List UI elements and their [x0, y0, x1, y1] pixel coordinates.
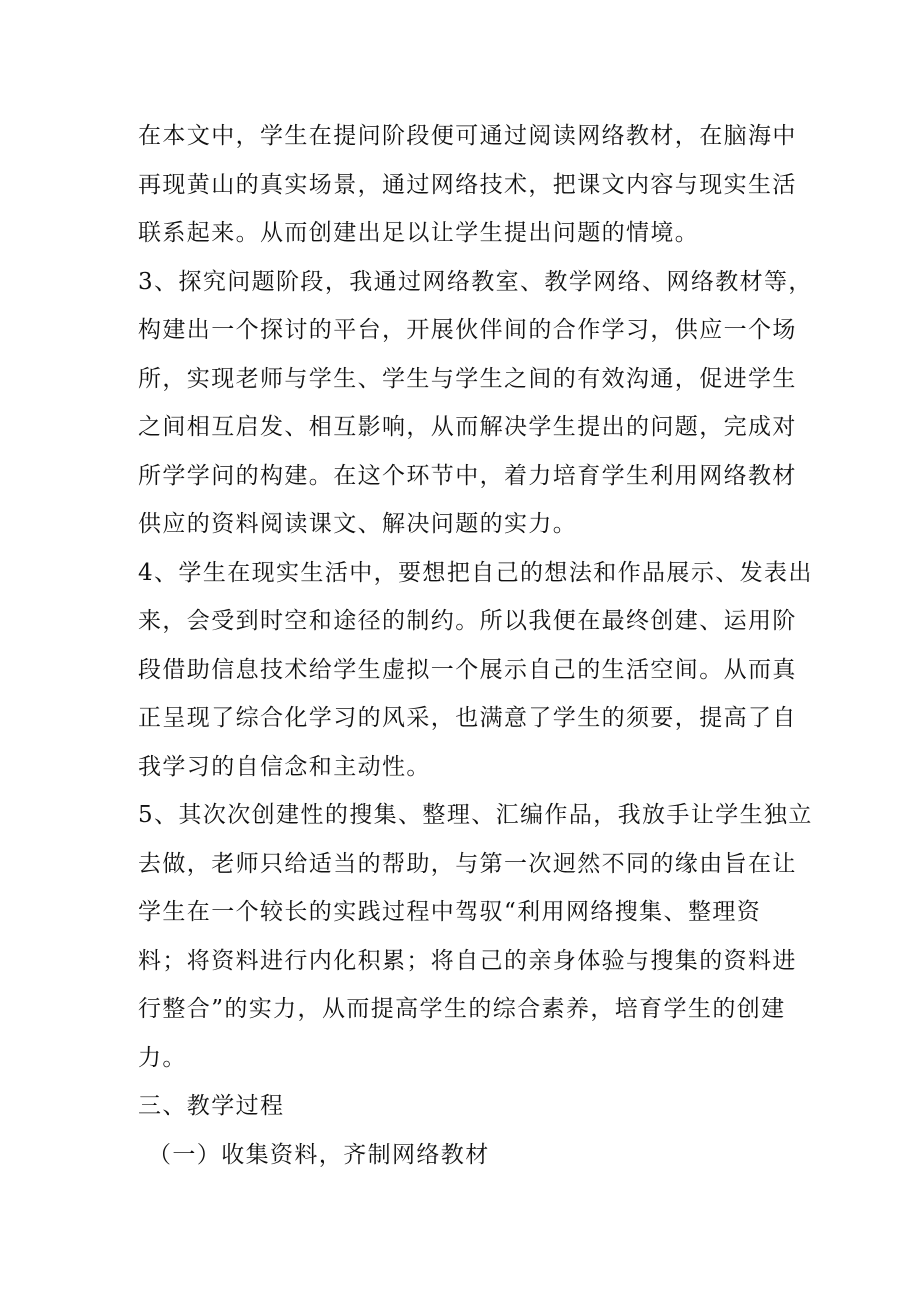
- text-line: 在本文中，学生在提问阶段便可通过阅读网络教材，在脑海中: [138, 123, 797, 149]
- text-line: 4、学生在现实生活中，要想把自己的想法和作品展示、发表出: [138, 559, 813, 586]
- text-line: 正呈现了综合化学习的风采，也满意了学生的须要，提高了自: [138, 705, 797, 731]
- paragraph-item-5: [138, 791, 813, 1082]
- text-line: 构建出一个探讨的平台，开展伙伴间的合作学习，供应一个场: [138, 317, 797, 343]
- text-line: 我学习的自信念和主动性。: [138, 753, 431, 780]
- text-line: 再现黄山的真实场景，通过网络技术，把课文内容与现实生活: [138, 171, 797, 198]
- paragraph-intro-continued: [138, 112, 797, 258]
- text-line: 3、探究问题阶段，我通过网络教室、教学网络、网络教材等，: [138, 268, 813, 295]
- text-line: 料；将资料进行内化积累；将自己的亲身体验与搜集的资料进: [138, 947, 797, 974]
- sub-heading: （一）收集资料，齐制网络教材: [148, 1141, 490, 1168]
- text-line: 所，实现老师与学生、学生与学生之间的有效沟通，促进学生: [138, 365, 797, 392]
- text-line: 之间相互启发、相互影响，从而解决学生提出的问题，完成对: [138, 414, 797, 440]
- section-heading: 三、教学过程: [138, 1093, 285, 1119]
- text-line: 供应的资料阅读课文、解决问题的实力。: [138, 511, 578, 537]
- paragraph-item-4: [138, 549, 813, 792]
- text-line: 学生在一个较长的实践过程中驾驭“利用网络搜集、整理资: [138, 899, 762, 925]
- paragraph-item-3: [138, 258, 813, 549]
- text-line: 去做，老师只给适当的帮助，与第一次迥然不同的缘由旨在让: [138, 850, 797, 877]
- text-line: 行整合”的实力，从而提高学生的综合素养，培育学生的创建: [138, 996, 786, 1022]
- text-line: 来，会受到时空和途径的制约。所以我便在最终创建、运用阶: [138, 608, 797, 634]
- text-line: 力。: [138, 1044, 187, 1071]
- text-line: 所学学问的构建。在这个环节中，着力培育学生利用网络教材: [138, 462, 797, 489]
- text-line: 段借助信息技术给学生虚拟一个展示自己的生活空间。从而真: [138, 656, 797, 683]
- text-line: 联系起来。从而创建出足以让学生提出问题的情境。: [138, 220, 700, 246]
- text-line: 5、其次次创建性的搜集、整理、汇编作品，我放手让学生独立: [138, 802, 813, 828]
- document-body: [138, 112, 813, 1179]
